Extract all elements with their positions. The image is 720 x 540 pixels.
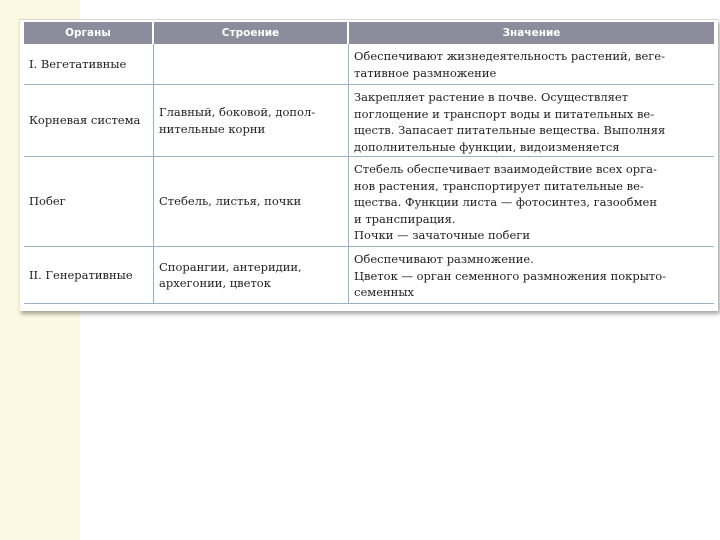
header-meaning: Значение — [349, 22, 714, 44]
structure-line: архегонии, цветок — [159, 276, 271, 290]
organ-cell: Корневая система — [24, 85, 154, 157]
meaning-line: тативное размножение — [354, 65, 497, 80]
meaning-line: Стебель обеспечивает взаимодействие всех орга- — [354, 162, 657, 176]
structure-line: Спорангии, антеридии, — [159, 259, 302, 274]
meaning-cell — [349, 247, 714, 304]
meaning-cell — [349, 44, 714, 85]
meaning-cell — [349, 85, 714, 157]
organ-cell: Побег — [24, 157, 154, 247]
structure-cell — [154, 247, 349, 304]
header-structure: Строение — [154, 22, 349, 44]
meaning-line: Обеспечивают жизнедеятельность растений, веге- — [354, 49, 665, 63]
meaning-line: Закрепляет растение в почве. Осуществляет — [354, 90, 629, 104]
meaning-line: поглощение и транспорт воды и питательных ве- — [354, 106, 655, 121]
meaning-line: нов растения, транспортирует питательные ве- — [354, 178, 644, 193]
meaning-line: ществ. Запасает питательные вещества. Выполняя — [354, 123, 666, 137]
table-header-row — [24, 22, 714, 44]
structure-cell: Стебель, листья, почки — [154, 157, 349, 247]
meaning-line: Цветок — орган семенного размножения покрыто- — [354, 268, 667, 283]
table-row — [24, 157, 714, 247]
meaning-line: семенных — [354, 285, 414, 299]
meaning-line: Обеспечивают размножение. — [354, 252, 534, 266]
organ-cell: I. Вегетативные — [24, 44, 154, 85]
meaning-line: щества. Функции листа — фотосинтез, газообмен — [354, 195, 657, 209]
header-organs: Органы — [24, 22, 154, 44]
structure-cell — [154, 44, 349, 85]
organs-table — [24, 22, 714, 304]
organ-cell: II. Генеративные — [24, 247, 154, 304]
table-row — [24, 85, 714, 157]
structure-cell — [154, 85, 349, 157]
structure-line: нительные корни — [159, 121, 266, 136]
meaning-line: и транспирация. — [354, 211, 456, 226]
meaning-cell — [349, 157, 714, 247]
meaning-line: Почки — зачаточные побеги — [354, 228, 530, 242]
table-row — [24, 247, 714, 304]
table-row — [24, 44, 714, 85]
structure-line: Главный, боковой, допол- — [159, 105, 316, 119]
meaning-line: дополнительные функции, видоизменяется — [354, 139, 620, 154]
